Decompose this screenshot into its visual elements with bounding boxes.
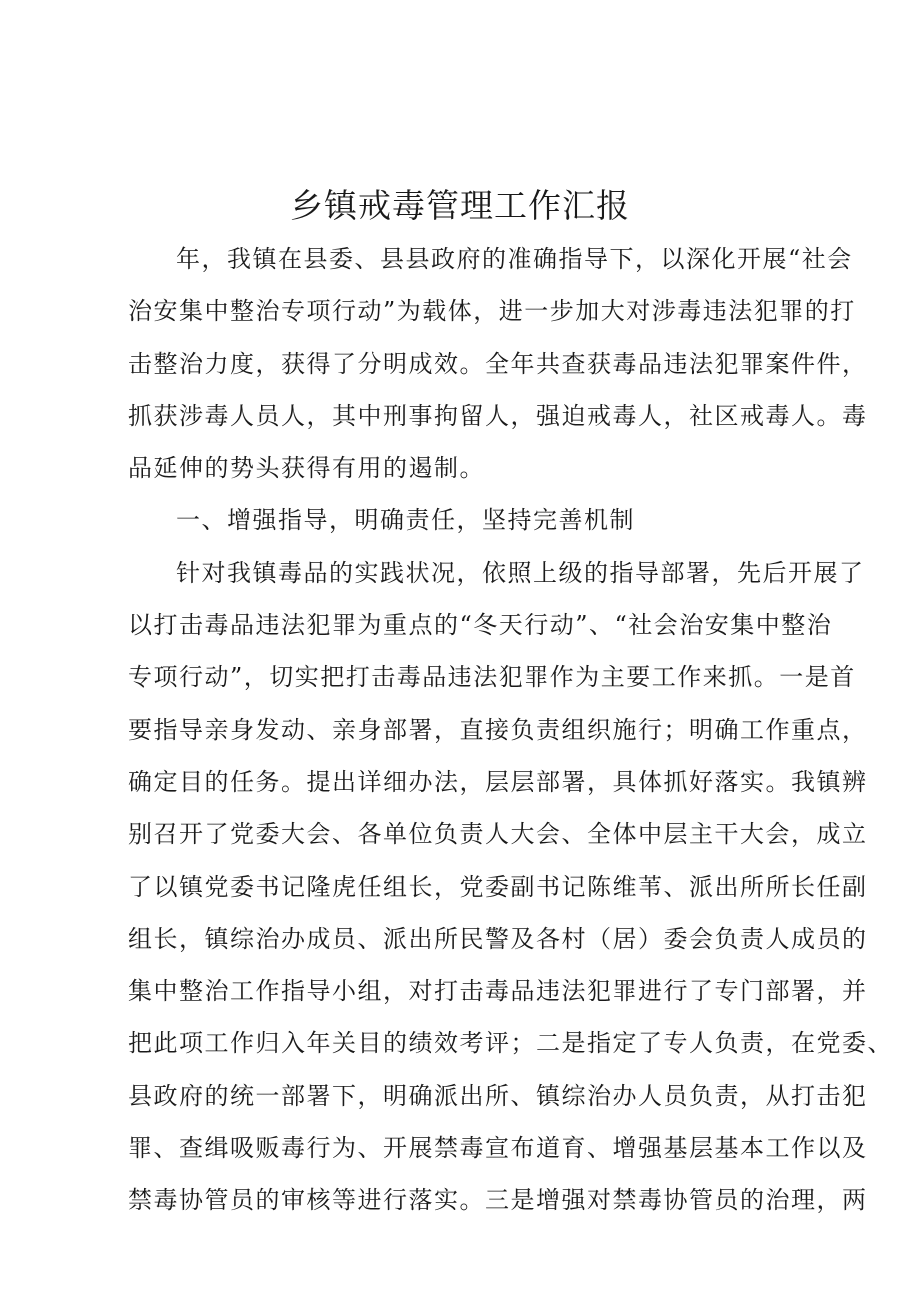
document-body	[128, 239, 893, 1233]
text-line: 以打击毒品违法犯罪为重点的“冬天行动”、“社会治安集中整治	[128, 611, 833, 640]
text-line: 县政府的统一部署下，明确派出所、镇综治办人员负责，从打击犯	[128, 1081, 868, 1110]
text-line: 治安集中整治专项行动”为载体，进一步加大对涉毒违法犯罪的打	[128, 297, 856, 326]
text-line: 确定目的任务。提出详细办法，层层部署，具体抓好落实。我镇辨	[128, 767, 868, 796]
text-line: 了以镇党委书记隆虎任组长，党委副书记陈维苇、派出所所长任副	[128, 872, 868, 901]
text-line: 禁毒协管员的审核等进行落实。三是增强对禁毒协管员的治理，两	[128, 1186, 868, 1215]
text-line: 要指导亲身发动、亲身部署，直接负责组织施行；明确工作重点，	[128, 715, 868, 744]
paragraph-first-line: 一、增强指导，明确责任，坚持完善机制	[176, 506, 635, 535]
paragraph-first-line: 针对我镇毒品的实践状况，依照上级的指导部署，先后开展了	[176, 558, 865, 587]
text-line: 组长，镇综治办成员、派出所民警及各村（居）委会负责人成员的	[128, 924, 868, 953]
text-line: 别召开了党委大会、各单位负责人大会、全体中层主干大会，成立	[128, 820, 868, 849]
text-line: 品延伸的势头获得有用的遏制。	[128, 454, 485, 483]
text-line: 抓获涉毒人员人，其中刑事拘留人，强迫戒毒人，社区戒毒人。毒	[128, 401, 868, 430]
text-line: 集中整治工作指导小组，对打击毒品违法犯罪进行了专门部署，并	[128, 977, 868, 1006]
text-line: 把此项工作归入年关目的绩效考评；二是指定了专人负责，在党委、	[128, 1029, 893, 1058]
text-line: 专项行动”，切实把打击毒品违法犯罪作为主要工作来抓。一是首	[128, 663, 856, 692]
document-title: 乡镇戒毒管理工作汇报	[290, 186, 630, 225]
text-line: 罪、查缉吸贩毒行为、开展禁毒宣布道育、增强基层基本工作以及	[128, 1134, 868, 1163]
paragraph-first-line: 年，我镇在县委、县县政府的准确指导下，以深化开展“社会	[176, 245, 853, 273]
text-line: 击整治力度，获得了分明成效。全年共查获毒品违法犯罪案件件，	[128, 349, 868, 378]
